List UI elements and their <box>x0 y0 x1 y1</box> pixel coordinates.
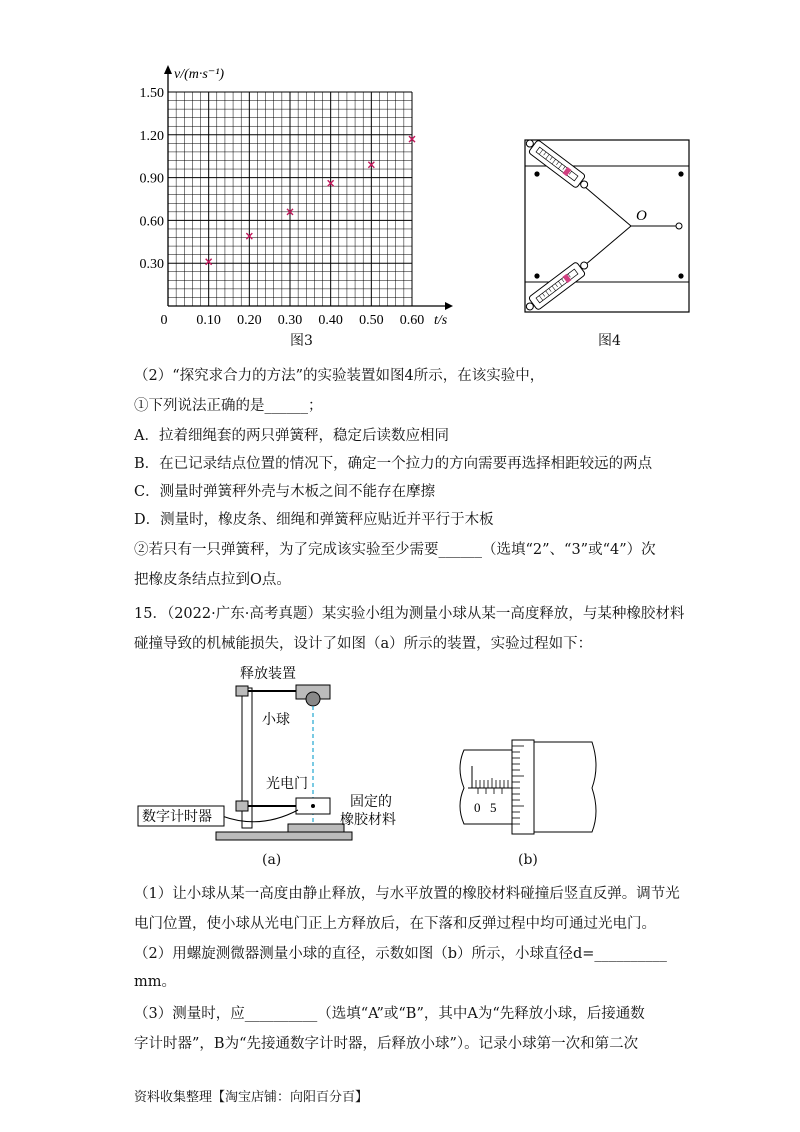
x-tick-label: 0.30 <box>277 313 303 328</box>
q14-option-a: A．拉着细绳套的两只弹簧秤，稳定后读数应相同 <box>134 428 449 444</box>
rubber-material <box>288 824 344 832</box>
x-tick-label: 0.40 <box>318 313 343 328</box>
data-points <box>206 136 415 265</box>
q14-option-b: B．在已记录结点位置的情况下，确定一个拉力的方向需要再选择相距较远的两点 <box>134 456 653 472</box>
ball <box>306 692 320 706</box>
release-device-label: 释放装置 <box>240 667 296 682</box>
q15-step1-line1: （1）让小球从某一高度由静止释放，与水平放置的橡胶材料碰撞后竖直反弹。调节光 <box>134 886 680 902</box>
figure-b-micrometer <box>454 736 614 846</box>
rubber-label-1: 固定的 <box>350 795 392 810</box>
q15-step1-line2: 电门位置，使小球从光电门正上方释放后，在下落和反弹过程中均可通过光电门。 <box>134 916 656 932</box>
figure3-chart <box>120 62 460 332</box>
y-tick-label: 1.20 <box>139 128 164 144</box>
q15-intro-line2: 碰撞导致的机械能损失，设计了如图（a）所示的装置，实验过程如下： <box>134 636 593 652</box>
x-tick-label: 0.50 <box>359 313 384 328</box>
x-axis-label: t/s <box>434 313 448 328</box>
y-axis-label: v/(m·s⁻¹) <box>174 67 225 82</box>
figure-b-caption: (b) <box>518 852 538 868</box>
footer-text: 资料收集整理【淘宝店铺：向阳百分百】 <box>134 1090 369 1105</box>
timer-label: 数字计时器 <box>142 810 212 825</box>
q15-step2-line2: mm。 <box>134 974 176 990</box>
y-tick-label: 0.30 <box>139 257 164 273</box>
y-tick-label: 0.60 <box>139 214 164 230</box>
main-scale-5: 5 <box>490 800 497 815</box>
y-tick-label: 1.50 <box>139 86 164 101</box>
figure4-caption: 图4 <box>598 333 621 349</box>
q15-intro-line1: 15．（2022·广东·高考真题）某实验小组为测量小球从某一高度释放，与某种橡胶材料 <box>134 606 685 622</box>
point-o-label: O <box>636 208 647 224</box>
q15-step2-line1: （2）用螺旋测微器测量小球的直径，示数如图（b）所示，小球直径d=__________ <box>134 946 667 962</box>
x-tick-label: 0.10 <box>196 313 221 328</box>
y-tick-labels <box>140 86 165 272</box>
figure3-caption: 图3 <box>290 333 313 349</box>
y-tick-label: 0.90 <box>139 171 164 187</box>
spring-balance-upper <box>522 135 592 193</box>
q14-option-c: C．测量时弹簧秤外壳与木板之间不能存在摩擦 <box>134 484 436 500</box>
figure-a-apparatus <box>130 660 396 840</box>
q14-sub2-line2: 把橡皮条结点拉到O点。 <box>134 572 291 588</box>
figure-a-caption: (a) <box>262 852 282 868</box>
photogate-label: 光电门 <box>266 777 308 792</box>
x-tick-label: 0.20 <box>237 313 262 328</box>
q14-sub1: ①下列说法正确的是______； <box>134 398 323 414</box>
q14-part2: （2）“探究求合力的方法”的实验装置如图4所示，在该实验中， <box>134 368 545 384</box>
q14-sub2-line1: ②若只有一只弹簧秤，为了完成该实验至少需要______（选填“2”、“3”或“4”）次 <box>134 542 656 558</box>
figure4-diagram <box>515 134 705 324</box>
chart-axes <box>164 65 453 310</box>
q15-step3-line2: 字计时器”，B为“先接通数字计时器，后释放小球”）。记录小球第一次和第二次 <box>134 1036 639 1052</box>
main-scale-0: 0 <box>474 800 481 815</box>
q14-option-d: D．测量时，橡皮条、细绳和弹簧秤应贴近并平行于木板 <box>134 512 494 528</box>
chart-grid <box>168 92 412 306</box>
q15-step3-line1: （3）测量时，应__________（选填“A”或“B”，其中A为“先释放小球，后接通数 <box>134 1006 645 1022</box>
ball-label: 小球 <box>262 713 290 728</box>
rubber-label-2: 橡胶材料 <box>340 813 396 828</box>
x-tick-labels <box>161 313 425 328</box>
spring-balance-lower <box>522 257 592 315</box>
x-tick-label: 0 <box>160 313 168 328</box>
x-tick-label: 0.60 <box>399 313 425 328</box>
thimble <box>512 740 534 834</box>
